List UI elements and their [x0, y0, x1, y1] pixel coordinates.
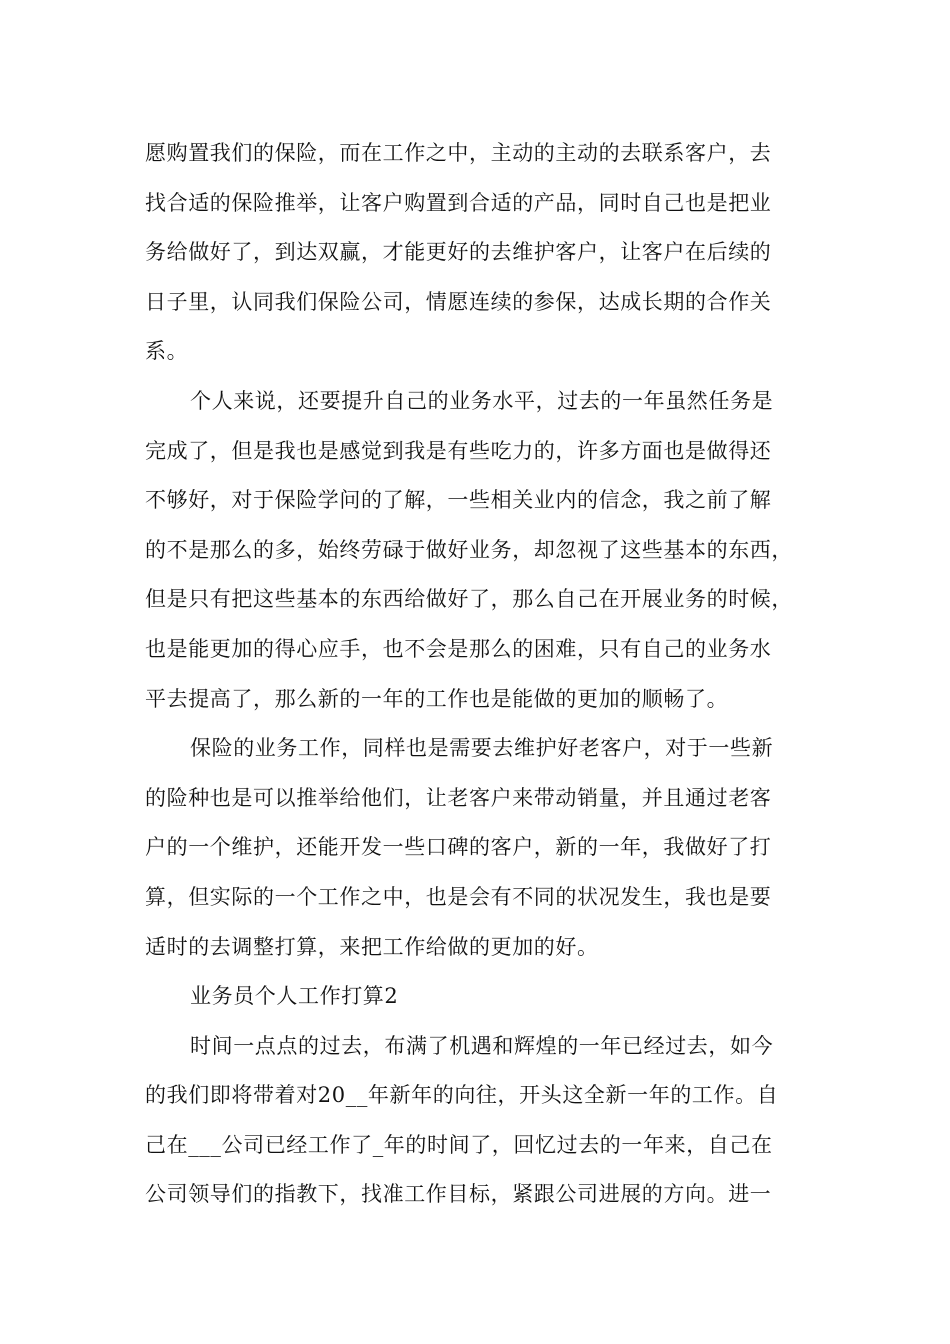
paragraph-start-line: 时间一点点的过去，布满了机遇和辉煌的一年已经过去，如今 — [190, 1033, 774, 1058]
text-line: 完成了，但是我也是感觉到我是有些吃力的，许多方面也是做得还 — [145, 438, 772, 463]
paragraph-start-line: 保险的业务工作，同样也是需要去维护好老客户，对于一些新 — [190, 736, 774, 761]
text-line: 系。 — [145, 339, 189, 364]
text-line: 但是只有把这些基本的东西给做好了，那么自己在开展业务的时候， — [145, 587, 793, 612]
text-line: 平去提高了，那么新的一年的工作也是能做的更加的顺畅了。 — [145, 686, 729, 711]
section-heading: 业务员个人工作打算2 — [190, 984, 399, 1009]
text-line: 不够好，对于保险学问的了解，一些相关业内的信念，我之前了解 — [145, 488, 772, 513]
text-line: 己在___公司已经工作了_年的时间了，回忆过去的一年来，自己在 — [145, 1132, 773, 1157]
text-line: 找合适的保险推举，让客户购置到合适的产品，同时自己也是把业 — [145, 190, 772, 215]
text-line: 的我们即将带着对20__年新年的向往，开头这全新一年的工作。自 — [145, 1083, 779, 1108]
text-line: 务给做好了，到达双赢，才能更好的去维护客户，让客户在后续的 — [145, 240, 772, 265]
text-line: 日子里，认同我们保险公司，情愿连续的参保，达成长期的合作关 — [145, 289, 772, 314]
text-line: 算，但实际的一个工作之中，也是会有不同的状况发生，我也是要 — [145, 884, 772, 909]
paragraph-start-line: 个人来说，还要提升自己的业务水平，过去的一年虽然任务是 — [190, 388, 774, 413]
text-line: 的险种也是可以推举给他们，让老客户来带动销量，并且通过老客 — [145, 785, 772, 810]
text-line: 的不是那么的多，始终劳碌于做好业务，却忽视了这些基本的东西， — [145, 537, 793, 562]
text-line: 户的一个维护，还能开发一些口碑的客户，新的一年，我做好了打 — [145, 835, 772, 860]
text-line: 愿购置我们的保险，而在工作之中，主动的主动的去联系客户，去 — [145, 141, 772, 165]
text-line: 也是能更加的得心应手，也不会是那么的困难，只有自己的业务水 — [145, 636, 772, 661]
text-line: 公司领导们的指教下，找准工作目标，紧跟公司进展的方向。进一 — [145, 1182, 772, 1207]
document-body — [145, 129, 805, 1220]
text-line: 适时的去调整打算，来把工作给做的更加的好。 — [145, 934, 599, 959]
